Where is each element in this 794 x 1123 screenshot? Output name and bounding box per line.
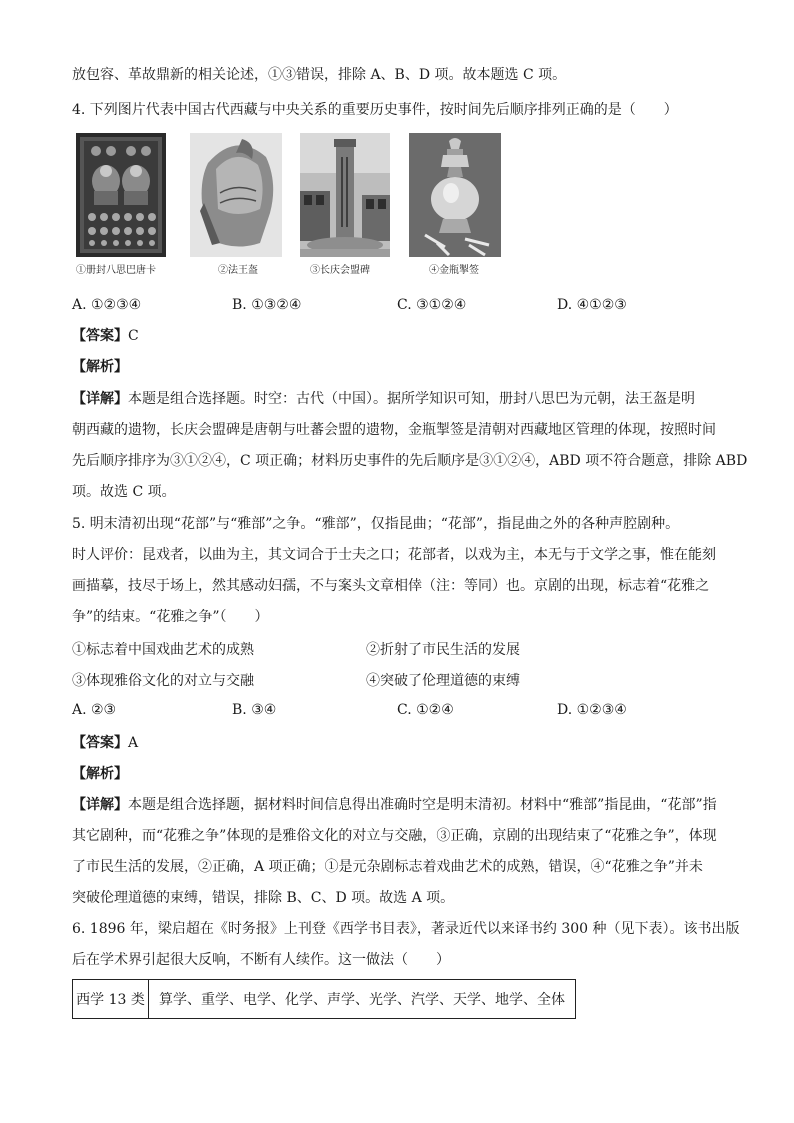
q5-detail-text-1: 本题是组合选择题，据材料时间信息得出准确时空是明末清初。材料中“雅部”指昆曲，“花部”指 — [128, 797, 717, 813]
golden-urn-caption: ④金瓶掣签 — [429, 265, 479, 276]
q5-answer — [72, 733, 732, 753]
q4-detail-line-1 — [72, 389, 732, 409]
thangka-caption: ①册封八思巴唐卡 — [76, 265, 156, 276]
q5-detail-line-4: 突破伦理道德的束缚，错误，排除 B、C、D 项。故选 A 项。 — [72, 890, 455, 906]
table-cell-category: 西学 13 类 — [73, 980, 149, 1019]
q5-stem-line-1: 5. 明末清初出现“花部”与“雅部”之争。“雅部”，仅指昆曲；“花部”，指昆曲之外的各种声腔剧种。 — [72, 516, 680, 532]
thangka-image — [76, 133, 166, 276]
q4-answer — [72, 326, 732, 346]
q4-option-b[interactable]: B. ①③②④ — [232, 297, 302, 313]
helmet-image — [190, 133, 282, 276]
q5-choice-3: ③体现雅俗文化的对立与交融 — [72, 673, 254, 689]
q6-stem-line-2: 后在学术界引起很大反响，不断有人续作。这一做法（ ） — [72, 952, 450, 968]
q4-detail-line-2: 朝西藏的遗物，长庆会盟碑是唐朝与吐蕃会盟的遗物，金瓶掣签是清朝对西藏地区管理的体现，按照时间 — [72, 422, 716, 438]
q4-detail-text-1: 本题是组合选择题。时空：古代（中国）。据所学知识可知，册封八思巴为元朝，法王盔是明 — [128, 391, 695, 407]
q5-detail-line-1 — [72, 795, 732, 815]
stele-caption: ③长庆会盟碑 — [310, 265, 370, 276]
q5-detail-label: 【详解】 — [72, 797, 128, 813]
q5-analysis-label: 【解析】 — [72, 766, 128, 782]
q4-detail-label: 【详解】 — [72, 391, 128, 407]
q5-answer-value: A — [128, 735, 139, 751]
q4-stem: 4. 下列图片代表中国古代西藏与中央关系的重要历史事件，按时间先后顺序排列正确的是（ ） — [72, 102, 678, 118]
prev-analysis-line: 放包容、革故鼎新的相关论述，①③错误，排除 A、B、D 项。故本题选 C 项。 — [72, 67, 567, 83]
q4-detail-line-4: 项。故选 C 项。 — [72, 484, 176, 500]
golden-urn-image — [409, 133, 501, 276]
q5-choice-2: ②折射了市民生活的发展 — [366, 642, 520, 658]
q4-analysis-label: 【解析】 — [72, 359, 128, 375]
q5-stem-line-4: 争”的结束。“花雅之争”（ ） — [72, 609, 269, 625]
q5-stem-line-3: 画描摹，技尽于场上，然其感动妇孺，不与案头文章相倖（注：等同）也。京剧的出现，标志着“花雅之 — [72, 578, 710, 594]
q5-option-d[interactable]: D. ①②③④ — [557, 702, 627, 718]
q5-option-c[interactable]: C. ①②④ — [397, 702, 454, 718]
q5-option-a[interactable]: A. ②③ — [72, 702, 117, 718]
q5-stem-line-2: 时人评价：昆戏者，以曲为主，其文词合于士夫之口；花部者，以戏为主，本无与于文学之事，惟在能刻 — [72, 547, 716, 563]
q6-stem-line-1: 6. 1896 年，梁启超在《时务报》上刊登《西学书目表》，著录近代以来译书约 300 种（见下表）。该书出版 — [72, 921, 740, 937]
table-cell-content: 算学、重学、电学、化学、声学、光学、汽学、天学、地学、全体 — [149, 980, 576, 1019]
q5-detail-line-2: 其它剧种，而“花雅之争”体现的是雅俗文化的对立与交融，③正确，京剧的出现结束了“花雅之争”，体现 — [72, 828, 717, 844]
q4-detail-line-3: 先后顺序排序为③①②④，C 项正确；材料历史事件的先后顺序是③①②④，ABD 项不符合题意，排除 ABD — [72, 453, 748, 469]
q5-answer-label: 【答案】 — [72, 735, 128, 751]
q4-answer-value: C — [128, 328, 139, 344]
q4-option-d[interactable]: D. ④①②③ — [557, 297, 627, 313]
stele-image — [300, 133, 390, 276]
q4-answer-label: 【答案】 — [72, 328, 128, 344]
q6-table — [72, 979, 576, 1019]
q4-option-a[interactable]: A. ①②③④ — [72, 297, 142, 313]
q5-choice-1: ①标志着中国戏曲艺术的成熟 — [72, 642, 254, 658]
q5-detail-line-3: 了市民生活的发展，②正确，A 项正确；①是元杂剧标志着戏曲艺术的成熟，错误，④“花雅之争”并未 — [72, 859, 703, 875]
q5-option-b[interactable]: B. ③④ — [232, 702, 277, 718]
q5-choice-4: ④突破了伦理道德的束缚 — [366, 673, 520, 689]
table-row — [73, 980, 576, 1019]
helmet-caption: ②法王盔 — [218, 265, 258, 276]
q4-option-c[interactable]: C. ③①②④ — [397, 297, 467, 313]
